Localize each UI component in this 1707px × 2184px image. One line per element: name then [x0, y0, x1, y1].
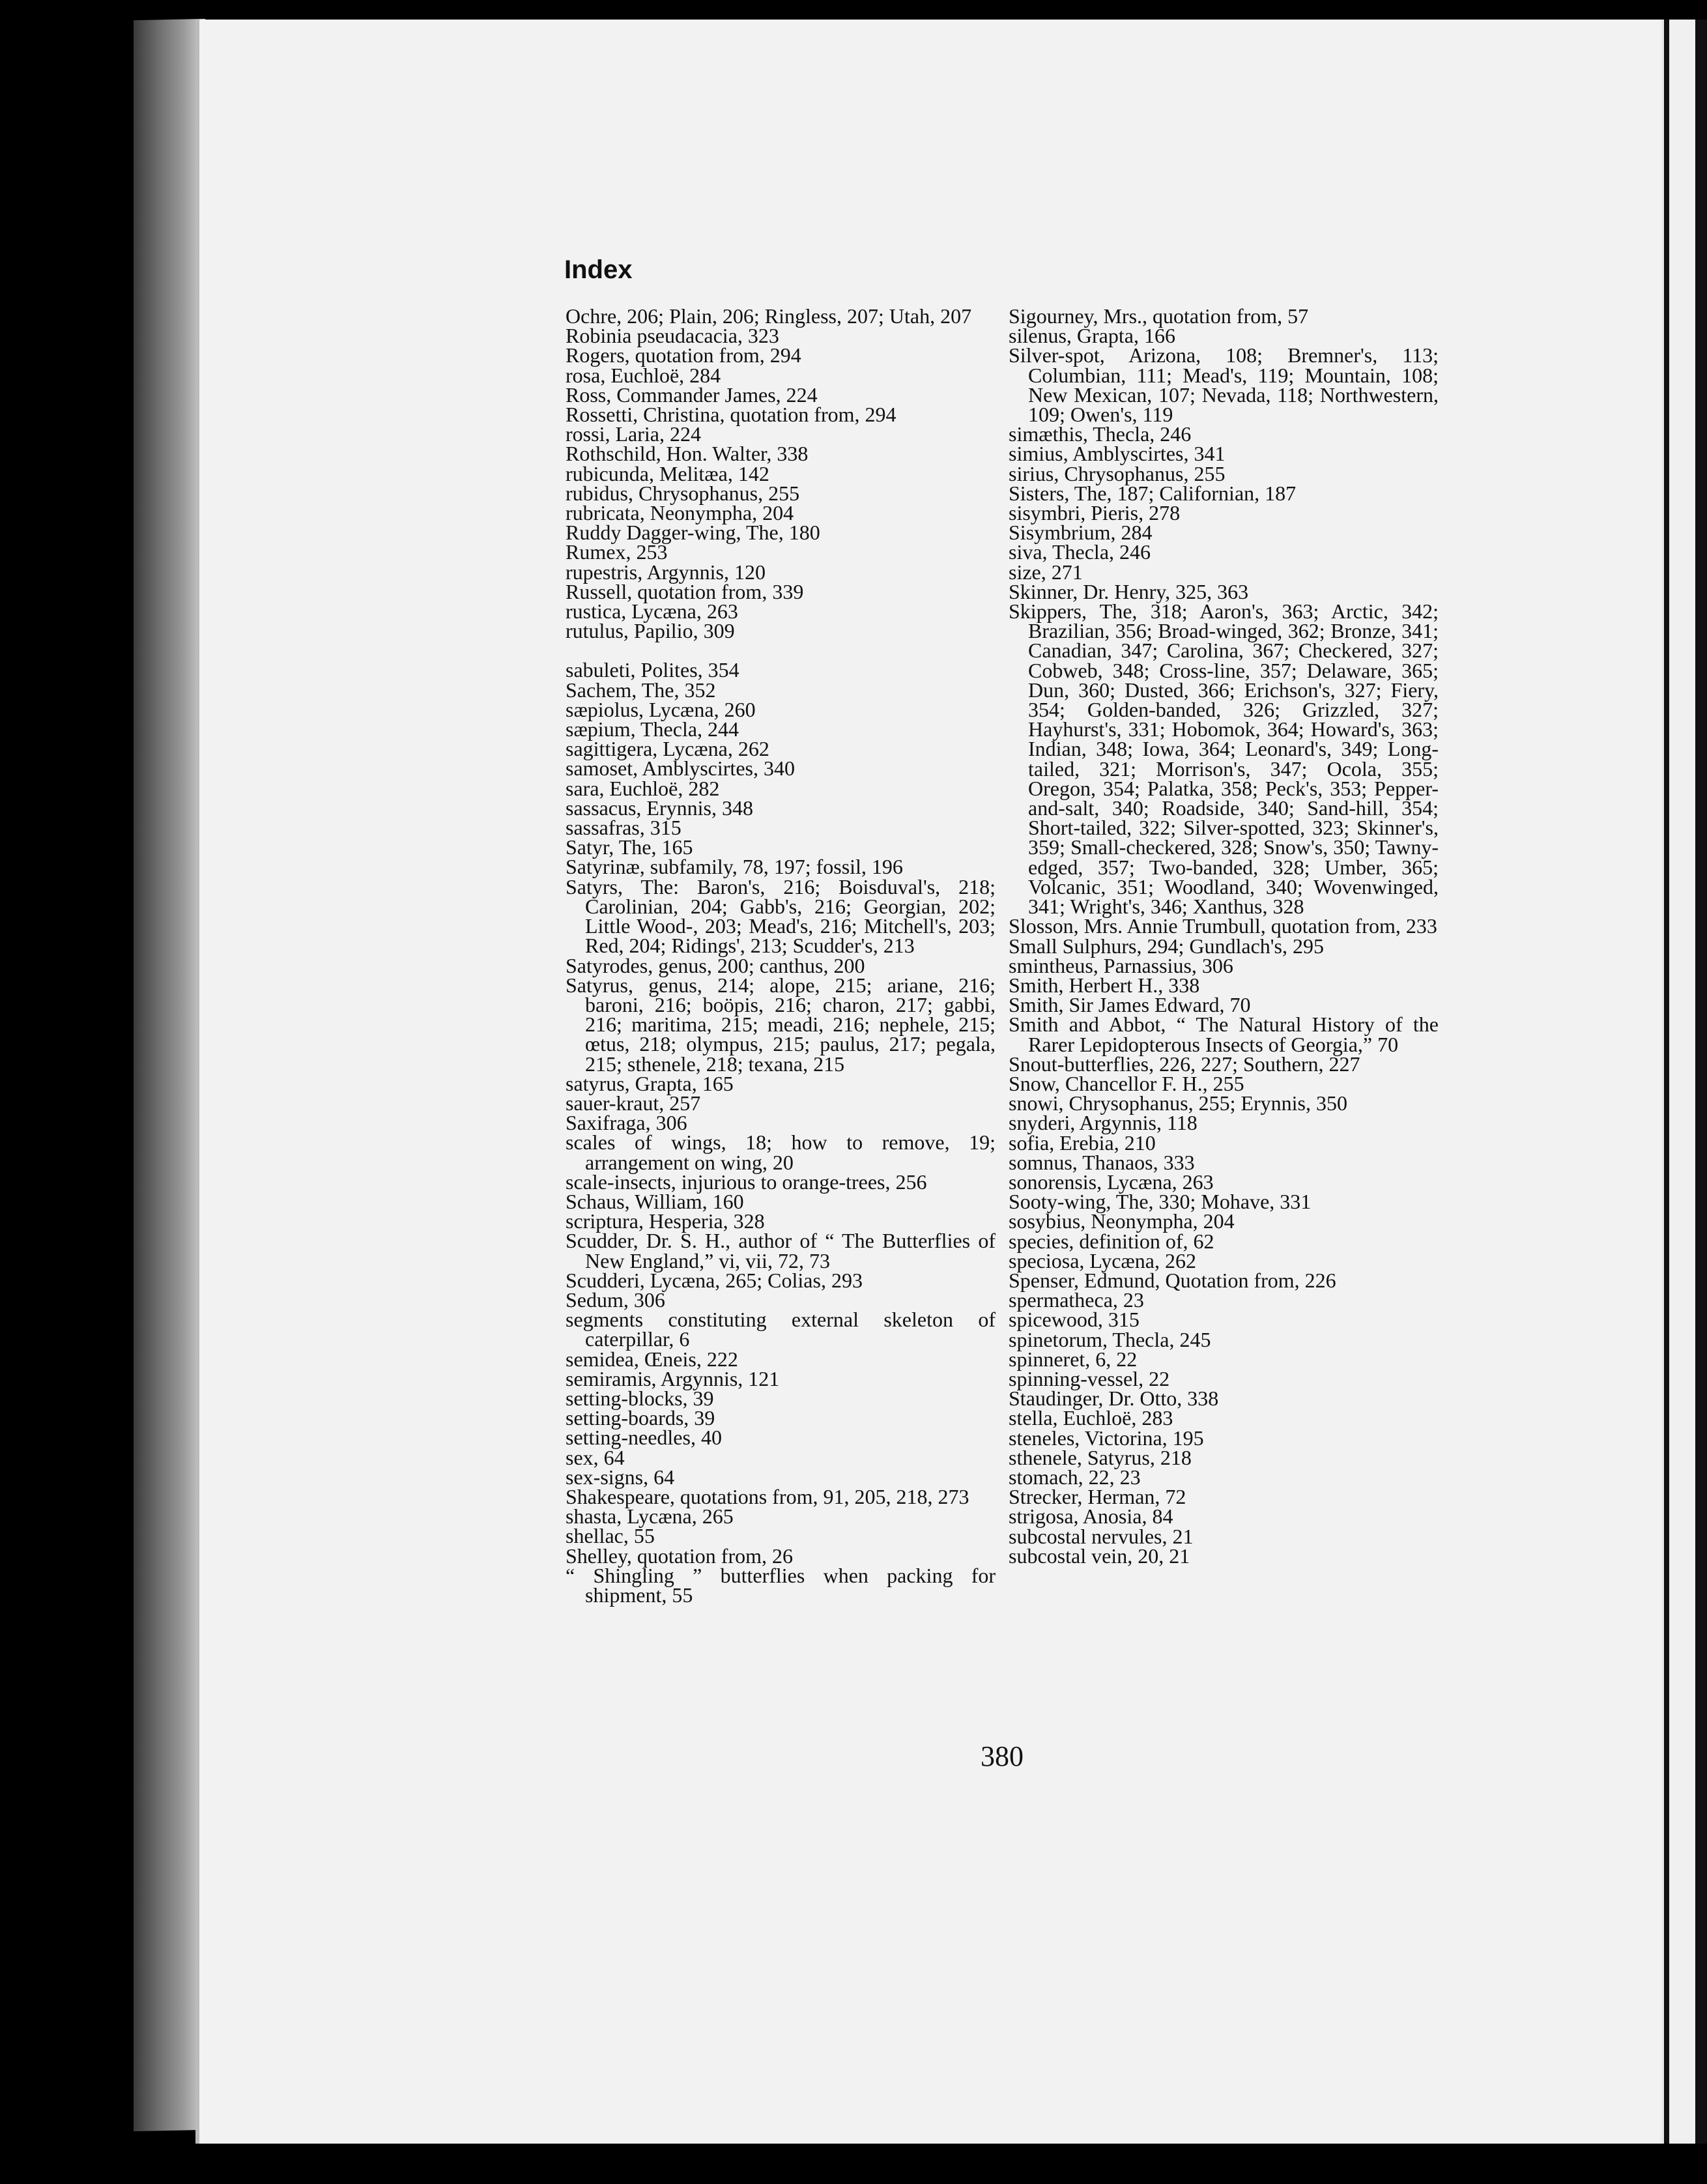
index-entry: sæpium, Thecla, 244 — [566, 717, 739, 741]
index-entry: Ochre, 206; Plain, 206; Ringless, 207; Utah, 207 — [566, 304, 972, 328]
index-entry: Snout-butterflies, 226, 227; Southern, 227 — [1009, 1052, 1360, 1076]
index-entry: spinneret, 6, 22 — [1009, 1347, 1138, 1371]
index-entry: Sisymbrium, 284 — [1009, 521, 1153, 545]
index-entry: spinning-vessel, 22 — [1009, 1366, 1170, 1390]
index-entry: Rossetti, Christina, quotation from, 294 — [566, 403, 897, 427]
index-entry: somnus, Thanaos, 333 — [1009, 1150, 1195, 1174]
index-entry: Snow, Chancellor F. H., 255 — [1009, 1071, 1244, 1095]
index-entry: snowi, Chrysophanus, 255; Erynnis, 350 — [1009, 1091, 1347, 1115]
index-entry: rupestris, Argynnis, 120 — [566, 560, 766, 584]
index-entry: snyderi, Argynnis, 118 — [1009, 1111, 1198, 1135]
index-entry: siva, Thecla, 246 — [1009, 540, 1151, 564]
index-column-right — [1009, 306, 1439, 1566]
index-entry: scriptura, Hesperia, 328 — [566, 1209, 765, 1233]
index-entry: sassafras, 315 — [566, 816, 681, 840]
index-entry: rubricata, Neonympha, 204 — [566, 501, 794, 525]
index-entry: Sooty-wing, The, 330; Mohave, 331 — [1009, 1190, 1312, 1214]
index-entry: satyrus, Grapta, 165 — [566, 1071, 734, 1095]
index-entry: Sigourney, Mrs., quotation from, 57 — [1009, 304, 1309, 328]
index-entry: Silver-spot, Arizona, 108; Bremner's, 113; Columbian, 111; Mead's, 119; Mountain, 108; New Mexican, 107; Nevada, 118; Northwestern, 109; Owen's, 119 — [1009, 343, 1439, 427]
index-entry: sofia, Erebia, 210 — [1009, 1130, 1156, 1155]
index-entry: Satyrs, The: Baron's, 216; Boisduval's, 218; Carolinian, 204; Gabb's, 216; Georgian, 202; Little Wood-, 203; Mead's, 216; Mitchell's, 203; Red, 204; Ridings', 213; Scudder's, 213 — [566, 874, 996, 958]
index-entry: Shelley, quotation from, 26 — [566, 1544, 793, 1568]
index-entry: Russell, quotation from, 339 — [566, 579, 804, 603]
page-number: 380 — [981, 1740, 1024, 1772]
index-column-left — [566, 306, 996, 1605]
index-entry: Ruddy Dagger-wing, The, 180 — [566, 521, 820, 545]
index-entry: sex-signs, 64 — [566, 1465, 675, 1489]
running-header: Index — [564, 255, 633, 284]
index-entry: scale-insects, injurious to orange-trees, 256 — [566, 1170, 927, 1194]
index-entry: stomach, 22, 23 — [1009, 1465, 1141, 1489]
index-entry: shasta, Lycæna, 265 — [566, 1504, 734, 1529]
index-entry: “ Shingling ” butterflies when packing for shipment, 55 — [566, 1563, 996, 1607]
index-entry: size, 271 — [1009, 560, 1083, 584]
index-entry: scales of wings, 18; how to remove, 19; arrangement on wing, 20 — [566, 1130, 996, 1174]
index-entry: setting-needles, 40 — [566, 1426, 722, 1450]
index-entry: Scudderi, Lycæna, 265; Colias, 293 — [566, 1268, 863, 1292]
index-entry: Skippers, The, 318; Aaron's, 363; Arctic, 342; Brazilian, 356; Broad-winged, 362; Bronze, 341; Canadian, 347; Carolina, 367; Checkered, 327; Cobweb, 348; Cross-line, 357; Delaware, 365; Dun, 360; Dusted, 366; Erichson's, 327; Fiery, 354; Golden-banded, 326; Grizzled, 327; Hayhurst's, 331; Hobomok, 364; Howard's, 363; Indian, 348; Iowa, 364; Leonard's, 349; Long-tailed, 321; Morrison's, 347; Ocola, 355; Oregon, 354; Palatka, 358; Peck's, 353; Pepper-and-salt, 340; Roadside, 340; Sand-hill, 354; Short-tailed, 322; Silver-spotted, 323; Skinner's, 359; Small-checkered, 328; Snow's, 350; Tawny-edged, 357; Two-banded, 328; Umber, 365; Volcanic, 351; Woodland, 340; Wovenwinged, 341; Wright's, 346; Xanthus, 328 — [1009, 599, 1439, 919]
index-entry: rutulus, Papilio, 309 — [566, 619, 735, 643]
index-entry: Strecker, Herman, 72 — [1009, 1485, 1186, 1509]
index-entry: Skinner, Dr. Henry, 325, 363 — [1009, 579, 1249, 603]
index-entry: sirius, Chrysophanus, 255 — [1009, 461, 1226, 485]
index-entry: Shakespeare, quotations from, 91, 205, 218, 273 — [566, 1484, 969, 1508]
index-entry: Sisters, The, 187; Californian, 187 — [1009, 481, 1297, 505]
index-entry: sæpiolus, Lycæna, 260 — [566, 697, 756, 721]
index-entry: samoset, Amblyscirtes, 340 — [566, 756, 795, 781]
index-entry: silenus, Grapta, 166 — [1009, 324, 1175, 348]
index-entry: simius, Amblyscirtes, 341 — [1009, 442, 1226, 466]
facing-page-edge — [1661, 20, 1707, 2144]
index-entry: Ross, Commander James, 224 — [566, 382, 818, 407]
index-entry: sagittigera, Lycæna, 262 — [566, 737, 769, 761]
index-entry: subcostal nervules, 21 — [1009, 1524, 1194, 1548]
index-entry: Satyrodes, genus, 200; canthus, 200 — [566, 953, 865, 977]
index-entry: sabuleti, Polites, 354 — [566, 658, 739, 682]
index-entry: Small Sulphurs, 294; Gundlach's, 295 — [1009, 934, 1324, 958]
index-entry: sex, 64 — [566, 1445, 625, 1469]
index-entry: rubicunda, Melitæa, 142 — [566, 461, 769, 485]
index-entry: Robinia pseudacacia, 323 — [566, 324, 779, 348]
index-entry: setting-blocks, 39 — [566, 1386, 714, 1410]
index-entry: stella, Euchloë, 283 — [1009, 1406, 1173, 1430]
index-entry: Smith, Sir James Edward, 70 — [1009, 993, 1251, 1017]
index-entry: rosa, Euchloë, 284 — [566, 363, 721, 387]
index-entry: Sachem, The, 352 — [566, 678, 716, 702]
index-entry: Schaus, William, 160 — [566, 1189, 744, 1213]
index-entry: Slosson, Mrs. Annie Trumbull, quotation from, 233 — [1009, 914, 1437, 938]
index-entry: Smith and Abbot, “ The Natural History of the Rarer Lepidopterous Insects of Georgia,” 70 — [1009, 1013, 1439, 1056]
index-entry: simæthis, Thecla, 246 — [1009, 422, 1192, 446]
index-entry: segments constituting external skeleton of caterpillar, 6 — [566, 1308, 996, 1351]
index-entry: Satyrinæ, subfamily, 78, 197; fossil, 196 — [566, 855, 903, 879]
index-entry: Satyrus, genus, 214; alope, 215; ariane, 216; baroni, 216; boöpis, 216; charon, 217; gabbi, 216; maritima, 215; meadi, 216; nephele, 215; œtus, 218; olympus, 215; paulus, 217; pegala, 215; sthenele, 218; texana, 215 — [566, 973, 996, 1076]
index-entry: smintheus, Parnassius, 306 — [1009, 953, 1233, 977]
index-entry: spermatheca, 23 — [1009, 1288, 1144, 1312]
index-entry: rossi, Laria, 224 — [566, 422, 701, 446]
index-entry: strigosa, Anosia, 84 — [1009, 1504, 1173, 1529]
index-entry: rubidus, Chrysophanus, 255 — [566, 481, 800, 505]
index-entry: speciosa, Lycæna, 262 — [1009, 1248, 1196, 1272]
index-entry: sisymbri, Pieris, 278 — [1009, 501, 1181, 525]
index-entry: setting-boards, 39 — [566, 1406, 715, 1430]
index-entry: Spenser, Edmund, Quotation from, 226 — [1009, 1268, 1336, 1292]
book-page-edges — [134, 19, 205, 2131]
index-entry: Saxifraga, 306 — [566, 1111, 687, 1135]
index-entry: Scudder, Dr. S. H., author of “ The Butterflies of New England,” vi, vii, 72, 73 — [566, 1229, 996, 1272]
index-entry: Rumex, 253 — [566, 540, 668, 564]
index-entry: subcostal vein, 20, 21 — [1009, 1544, 1190, 1568]
index-entry: semiramis, Argynnis, 121 — [566, 1366, 780, 1390]
index-entry: sara, Euchloë, 282 — [566, 776, 720, 800]
index-entry: Smith, Herbert H., 338 — [1009, 973, 1200, 997]
index-entry: Satyr, The, 165 — [566, 835, 693, 859]
index-entry: Sedum, 306 — [566, 1287, 665, 1312]
index-entry: spicewood, 315 — [1009, 1308, 1140, 1332]
index-entry: Staudinger, Dr. Otto, 338 — [1009, 1387, 1219, 1411]
index-entry: sosybius, Neonympha, 204 — [1009, 1209, 1235, 1233]
index-entry: steneles, Victorina, 195 — [1009, 1426, 1204, 1450]
index-entry: shellac, 55 — [566, 1524, 655, 1548]
index-entry: species, definition of, 62 — [1009, 1229, 1214, 1253]
index-entry: Rogers, quotation from, 294 — [566, 343, 801, 367]
index-entry: semidea, Œneis, 222 — [566, 1347, 738, 1371]
index-entry: sauer-kraut, 257 — [566, 1091, 701, 1115]
index-entry: rustica, Lycæna, 263 — [566, 599, 738, 624]
index-entry: spinetorum, Thecla, 245 — [1009, 1327, 1211, 1351]
index-entry: sthenele, Satyrus, 218 — [1009, 1445, 1192, 1469]
index-entry: sassacus, Erynnis, 348 — [566, 796, 753, 820]
index-entry: Rothschild, Hon. Walter, 338 — [566, 442, 809, 466]
index-entry: sonorensis, Lycæna, 263 — [1009, 1170, 1214, 1194]
facing-page-strip — [1669, 20, 1695, 2144]
